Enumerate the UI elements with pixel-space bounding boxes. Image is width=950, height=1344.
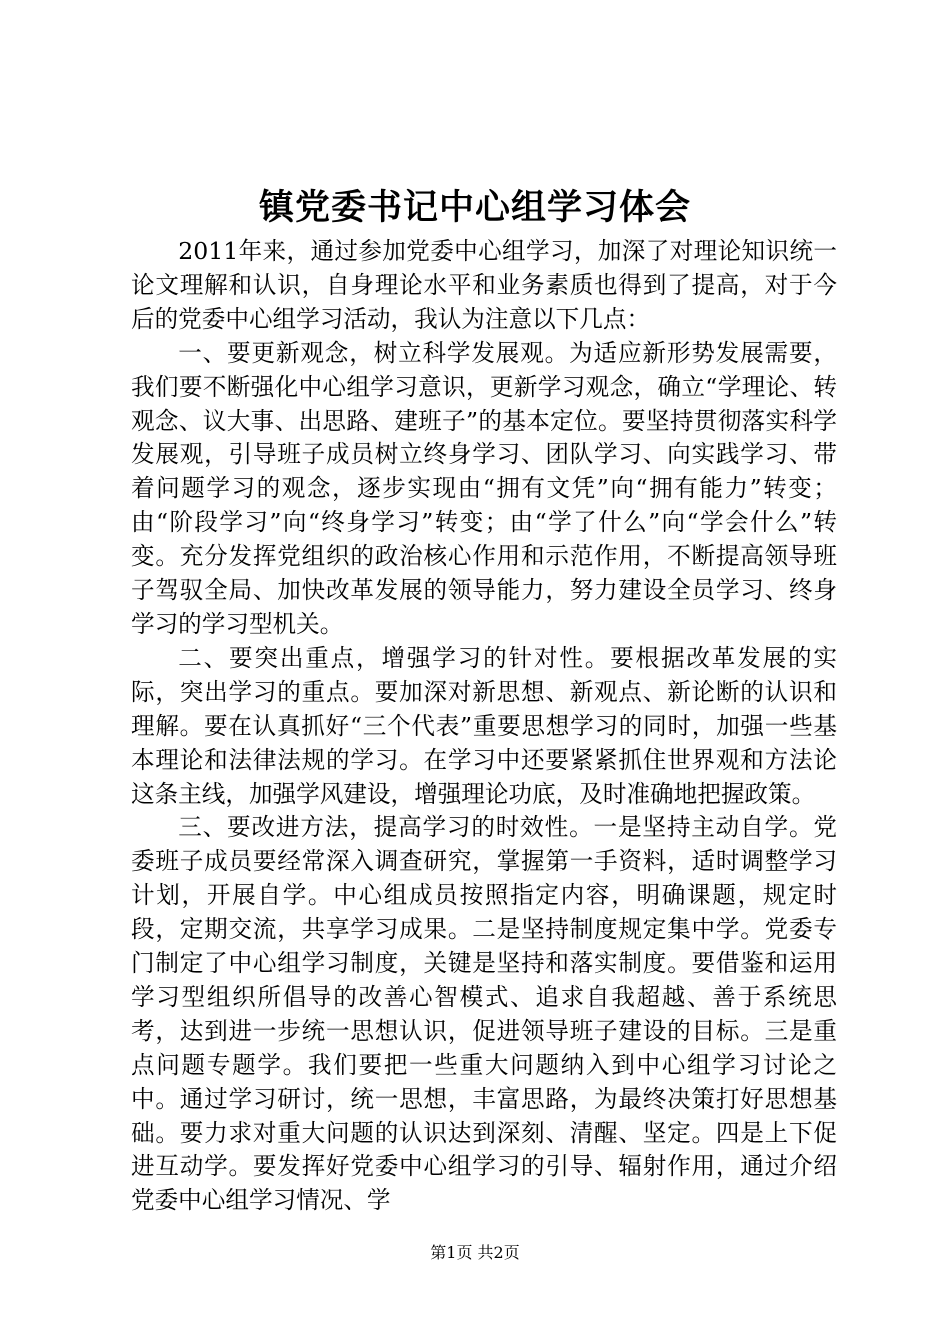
document-body bbox=[131, 235, 837, 1218]
paragraph-point-one: 一、要更新观念，树立科学发展观。为适应新形势发展需要，我们要不断强化中心组学习意识，更新学习观念，确立“学理论、转观念、议大事、出思路、建班子”的基本定位。要坚持贯彻落实科学发展观，引导班子成员树立终身学习、团队学习、向实践学习、带着问题学习的观念，逐步实现由“拥有文凭”向“拥有能力”转变；由“阶段学习”向“终身学习”转变；由“学了什么”向“学会什么”转变。充分发挥党组织的政治核心作用和示范作用，不断提高领导班子驾驭全局、加快改革发展的领导能力，努力建设全员学习、终身学习的学习型机关。 bbox=[131, 338, 837, 638]
paragraph-point-three: 三、要改进方法，提高学习的时效性。一是坚持主动自学。党委班子成员要经常深入调查研究，掌握第一手资料，适时调整学习计划，开展自学。中心组成员按照指定内容，明确课题，规定时段，定期交流，共享学习成果。二是坚持制度规定集中学。党委专门制定了中心组学习制度，关键是坚持和落实制度。要借鉴和运用学习型组织所倡导的改善心智模式、追求自我超越、善于系统思考，达到进一步统一思想认识，促进领导班子建设的目标。三是重点问题专题学。我们要把一些重大问题纳入到中心组学习讨论之中。通过学习研讨，统一思想，丰富思路，为最终决策打好思想基础。要力求对重大问题的认识达到深刻、清醒、坚定。四是上下促进互动学。要发挥好党委中心组学习的引导、辐射作用，通过介绍党委中心组学习情况、学 bbox=[131, 813, 837, 1215]
document-title: 镇党委书记中心组学习体会 bbox=[258, 187, 691, 228]
page-number-footer: 第1页 共2页 bbox=[430, 1243, 520, 1262]
paragraph-intro: 2011年来，通过参加党委中心组学习，加深了对理论知识统一论文理解和认识，自身理论水平和业务素质也得到了提高，对于今后的党委中心组学习活动，我认为注意以下几点： bbox=[131, 237, 837, 333]
paragraph-point-two: 二、要突出重点，增强学习的针对性。要根据改革发展的实际，突出学习的重点。要加深对新思想、新观点、新论断的认识和理解。要在认真抓好“三个代表”重要思想学习的同时，加强一些基本理论和法律法规的学习。在学习中还要紧紧抓住世界观和方法论这条主线，加强学风建设，增强理论功底，及时准确地把握政策。 bbox=[131, 643, 837, 808]
